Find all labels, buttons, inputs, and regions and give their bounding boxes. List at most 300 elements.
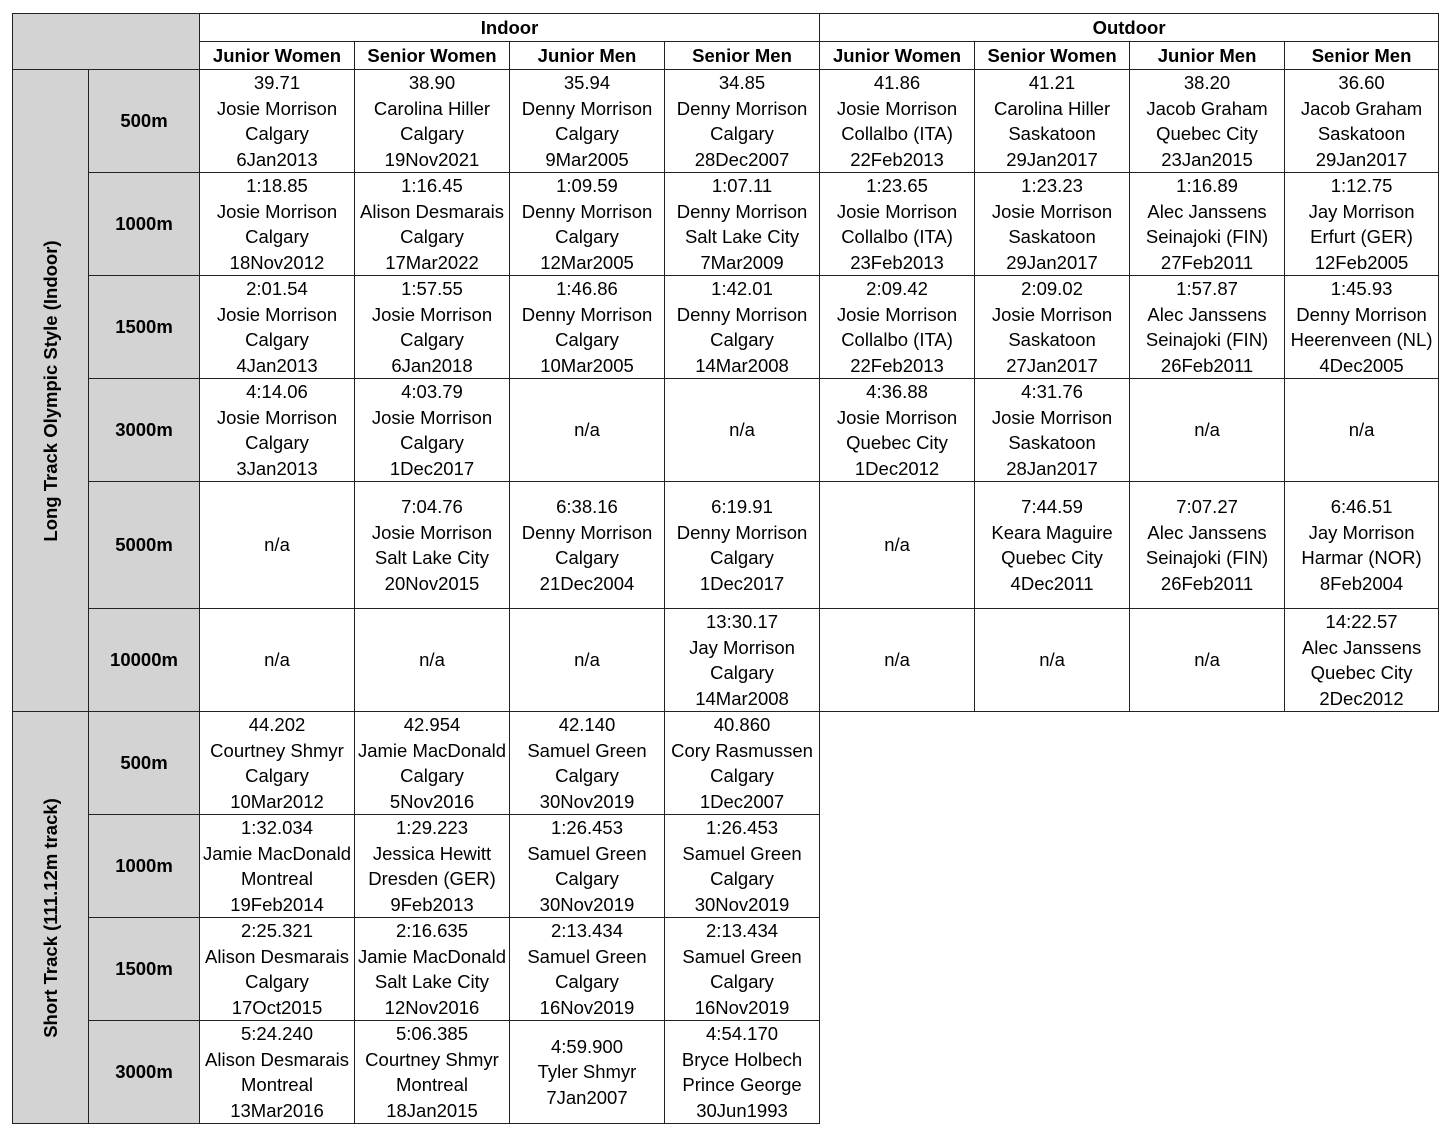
record-detail: Saskatoon (1317, 123, 1406, 144)
record-detail: Calgary (245, 329, 309, 350)
section-label-cell (13, 712, 89, 1124)
record-detail: Calgary (245, 971, 309, 992)
record-cell (200, 276, 355, 379)
record-detail: Samuel Green (527, 739, 647, 761)
record-row (13, 70, 1439, 173)
record-detail: Collalbo (ITA) (841, 226, 953, 247)
record-cell (1130, 379, 1285, 482)
record-detail: 7Mar2009 (700, 251, 784, 273)
record-detail: 1Dec2007 (699, 790, 785, 812)
record-time: 2:25.321 (240, 920, 313, 941)
record-cell (665, 276, 820, 379)
record-time: 36.60 (1338, 72, 1385, 93)
col-header: Junior Women (820, 42, 975, 70)
record-time: 4:31.76 (1021, 381, 1083, 402)
record-detail: Calgary (555, 123, 619, 144)
distance-label: 3000m (89, 379, 200, 482)
record-detail: Calgary (710, 123, 774, 144)
record-detail: Samuel Green (527, 945, 647, 967)
record-detail: Alec Janssens (1147, 303, 1267, 325)
record-cell (1285, 379, 1439, 482)
record-detail: Jacob Graham (1300, 97, 1423, 119)
distance-label: 1500m (89, 276, 200, 379)
record-detail: 18Nov2012 (229, 251, 325, 273)
record-cell (820, 482, 975, 609)
record-detail: 30Jun1993 (696, 1099, 788, 1121)
record-detail: 1Dec2017 (389, 457, 475, 479)
record-time: 6:38.16 (556, 496, 618, 517)
distance-label: 500m (89, 712, 200, 815)
record-cell (355, 815, 510, 918)
record-detail: Quebec City (1156, 123, 1258, 144)
record-time: 1:12.75 (1330, 175, 1393, 196)
record-detail: Salt Lake City (684, 226, 800, 247)
record-detail: 16Nov2019 (694, 996, 790, 1018)
record-detail: 20Nov2015 (384, 572, 480, 594)
record-cell (200, 482, 355, 609)
record-time: 1:42.01 (711, 278, 773, 299)
record-time: 1:18.85 (246, 175, 308, 196)
record-time: 2:13.434 (706, 920, 779, 941)
record-time: 44.202 (248, 714, 306, 735)
record-detail: Carolina Hiller (993, 97, 1111, 119)
record-time: 2:13.434 (550, 920, 623, 941)
record-cell (510, 482, 665, 609)
record-detail: 12Mar2005 (540, 251, 634, 273)
record-time: 41.21 (1028, 72, 1076, 93)
record-detail: Saskatoon (1008, 432, 1096, 453)
distance-label: 500m (89, 70, 200, 173)
record-detail: Samuel Green (682, 842, 802, 864)
record-time: 34.85 (718, 72, 766, 93)
record-detail: 28Jan2017 (1006, 457, 1098, 479)
record-detail: Cory Rasmussen (671, 739, 813, 761)
record-detail: 18Jan2015 (386, 1099, 478, 1121)
record-cell (1285, 173, 1439, 276)
record-detail: Calgary (710, 971, 774, 992)
record-detail: 2Dec2012 (1319, 687, 1404, 709)
record-cell (665, 609, 820, 712)
na-text: n/a (1194, 419, 1220, 441)
record-detail: Samuel Green (527, 842, 647, 864)
record-detail: 6Jan2018 (391, 354, 473, 376)
record-detail: Jay Morrison (689, 636, 795, 658)
record-time: 2:09.42 (866, 278, 928, 299)
record-detail: 4Dec2011 (1010, 572, 1094, 594)
record-detail: 23Jan2015 (1161, 148, 1253, 170)
record-detail: Calgary (710, 547, 774, 568)
record-cell (355, 173, 510, 276)
record-cell (665, 379, 820, 482)
distance-label: 1500m (89, 918, 200, 1021)
record-detail: Josie Morrison (216, 200, 338, 222)
record-time: 1:32.034 (240, 817, 313, 838)
record-time: 1:09.59 (556, 175, 618, 196)
record-detail: Josie Morrison (836, 303, 958, 325)
empty-region (820, 712, 1439, 1124)
record-time: 1:45.93 (1330, 278, 1393, 299)
record-detail: Collalbo (ITA) (841, 329, 953, 350)
distance-label: 10000m (89, 609, 200, 712)
record-time: 41.86 (873, 72, 921, 93)
record-cell (1285, 482, 1439, 609)
record-cell (355, 918, 510, 1021)
record-detail: Denny Morrison (1296, 303, 1427, 325)
record-detail: 19Feb2014 (230, 893, 324, 915)
record-detail: Josie Morrison (371, 521, 493, 543)
record-detail: Josie Morrison (371, 406, 493, 428)
record-detail: Quebec City (1001, 547, 1103, 568)
record-time: 4:59.900 (550, 1035, 623, 1057)
record-detail: Denny Morrison (676, 97, 808, 119)
na-text: n/a (419, 649, 445, 671)
record-detail: Seinajoki (FIN) (1145, 547, 1269, 568)
record-detail: Alison Desmarais (360, 200, 504, 222)
record-time: 4:03.79 (401, 381, 463, 402)
record-cell (510, 918, 665, 1021)
record-detail: 12Feb2005 (1314, 251, 1409, 273)
col-header: Senior Men (1285, 42, 1439, 70)
record-cell (1130, 609, 1285, 712)
record-detail: 6Jan2013 (236, 148, 318, 170)
record-cell (510, 70, 665, 173)
col-header: Junior Women (200, 42, 355, 70)
record-cell (1130, 482, 1285, 609)
record-detail: 14Mar2008 (695, 687, 789, 709)
record-cell (355, 70, 510, 173)
record-cell (975, 609, 1130, 712)
record-cell (510, 609, 665, 712)
record-detail: Josie Morrison (991, 303, 1113, 325)
record-detail: Montreal (396, 1074, 468, 1095)
distance-label: 1000m (89, 173, 200, 276)
record-detail: Calgary (555, 547, 619, 568)
record-detail: 29Jan2017 (1315, 148, 1408, 170)
record-detail: Josie Morrison (216, 97, 338, 119)
record-detail: 1Dec2012 (854, 457, 940, 479)
record-detail: Calgary (245, 432, 309, 453)
na-text: n/a (574, 649, 600, 671)
record-detail: Calgary (245, 123, 309, 144)
record-cell (975, 276, 1130, 379)
record-cell (1285, 609, 1439, 712)
record-detail: 3Jan2013 (236, 457, 318, 479)
record-time: 4:14.06 (246, 381, 308, 402)
record-detail: Denny Morrison (676, 200, 808, 222)
record-detail: Quebec City (1310, 662, 1413, 683)
record-detail: Jay Morrison (1308, 521, 1415, 543)
record-detail: 9Mar2005 (545, 148, 629, 170)
record-time: 4:54.170 (706, 1023, 779, 1044)
record-detail: 27Feb2011 (1160, 251, 1254, 273)
record-time: 38.20 (1183, 72, 1231, 93)
col-header: Junior Men (1130, 42, 1285, 70)
record-cell (200, 815, 355, 918)
record-detail: Erfurt (GER) (1310, 226, 1413, 247)
record-row (13, 379, 1439, 482)
record-time: 39.71 (253, 72, 301, 93)
record-detail: Josie Morrison (216, 303, 338, 325)
section-label: Long Track Olympic Style (Indoor) (39, 239, 61, 542)
record-detail: Josie Morrison (216, 406, 338, 428)
distance-label: 5000m (89, 482, 200, 609)
record-cell (355, 482, 510, 609)
record-detail: Calgary (710, 662, 774, 683)
record-detail: 5Nov2016 (389, 790, 475, 812)
record-detail: Josie Morrison (991, 200, 1113, 222)
record-detail: Dresden (GER) (368, 868, 496, 889)
record-cell (665, 815, 820, 918)
record-cell (1285, 276, 1439, 379)
record-row (13, 712, 1439, 815)
record-time: 1:26.453 (706, 817, 779, 838)
na-text: n/a (884, 649, 910, 671)
record-detail: 30Nov2019 (539, 790, 635, 812)
na-text: n/a (264, 534, 290, 556)
record-detail: Saskatoon (1008, 329, 1096, 350)
record-detail: 29Jan2017 (1006, 148, 1098, 170)
corner-cell (13, 14, 200, 70)
record-row (13, 482, 1439, 609)
record-cell (355, 276, 510, 379)
na-text: n/a (884, 534, 910, 556)
record-cell (665, 712, 820, 815)
record-detail: 8Feb2004 (1319, 572, 1404, 594)
record-detail: Calgary (400, 329, 464, 350)
record-detail: 4Dec2005 (1319, 354, 1404, 376)
record-detail: Denny Morrison (676, 521, 808, 543)
record-cell (510, 379, 665, 482)
record-detail: Tyler Shmyr (537, 1061, 637, 1083)
record-detail: 22Feb2013 (850, 354, 944, 376)
record-detail: Josie Morrison (836, 200, 958, 222)
record-time: 35.94 (563, 72, 611, 93)
na-text: n/a (264, 649, 290, 671)
record-detail: Saskatoon (1008, 123, 1096, 144)
distance-label: 1000m (89, 815, 200, 918)
record-detail: Josie Morrison (836, 406, 958, 428)
record-cell (975, 482, 1130, 609)
record-time: 42.140 (558, 714, 616, 735)
record-time: 7:07.27 (1176, 496, 1238, 517)
record-detail: Alec Janssens (1147, 521, 1267, 543)
record-time: 1:23.65 (866, 175, 928, 196)
record-cell (355, 1021, 510, 1124)
record-time: 1:26.453 (550, 817, 623, 838)
record-cell (355, 609, 510, 712)
record-cell (510, 815, 665, 918)
record-detail: Denny Morrison (521, 303, 653, 325)
na-text: n/a (1194, 649, 1220, 671)
record-time: 38.90 (408, 72, 456, 93)
na-text: n/a (1039, 649, 1065, 671)
record-time: 1:07.11 (711, 175, 773, 196)
col-header: Senior Women (355, 42, 510, 70)
record-detail: 19Nov2021 (384, 148, 480, 170)
record-detail: Calgary (400, 432, 464, 453)
records-table (12, 13, 1439, 1124)
record-detail: Denny Morrison (676, 303, 808, 325)
record-cell (355, 712, 510, 815)
record-detail: 28Dec2007 (694, 148, 790, 170)
col-header: Senior Men (665, 42, 820, 70)
records-body (13, 70, 1439, 1124)
record-detail: Calgary (400, 123, 464, 144)
col-header: Senior Women (975, 42, 1130, 70)
record-cell (665, 173, 820, 276)
record-detail: Calgary (710, 765, 774, 786)
record-detail: Jamie MacDonald (202, 842, 352, 864)
record-time: 5:24.240 (240, 1023, 313, 1044)
record-cell (975, 70, 1130, 173)
record-time: 13:30.17 (706, 611, 779, 632)
outdoor-header: Outdoor (820, 14, 1439, 42)
record-detail: 17Mar2022 (385, 251, 479, 273)
record-time: 2:09.02 (1021, 278, 1083, 299)
record-cell (975, 173, 1130, 276)
record-detail: 29Jan2017 (1006, 251, 1098, 273)
record-cell (1285, 70, 1439, 173)
record-time: 7:44.59 (1021, 496, 1083, 517)
record-cell (665, 918, 820, 1021)
record-detail: Samuel Green (682, 945, 802, 967)
record-detail: Alison Desmarais (205, 945, 349, 967)
record-detail: Carolina Hiller (373, 97, 491, 119)
record-detail: 4Jan2013 (236, 354, 318, 376)
record-detail: 22Feb2013 (850, 148, 944, 170)
record-time: 4:36.88 (866, 381, 928, 402)
record-time: 2:16.635 (395, 920, 468, 941)
record-time: 1:57.87 (1176, 278, 1238, 299)
record-detail: Josie Morrison (371, 303, 493, 325)
record-detail: 7Jan2007 (546, 1086, 628, 1108)
record-detail: Courtney Shmyr (365, 1048, 499, 1070)
record-detail: Denny Morrison (521, 200, 653, 222)
record-cell (1130, 276, 1285, 379)
record-cell (200, 70, 355, 173)
record-detail: Montreal (241, 1074, 313, 1095)
record-time: 6:19.91 (711, 496, 773, 517)
na-text: n/a (574, 419, 600, 441)
record-detail: Courtney Shmyr (210, 739, 344, 761)
record-cell (510, 276, 665, 379)
na-text: n/a (1348, 419, 1375, 441)
record-detail: 30Nov2019 (539, 893, 635, 915)
record-detail: Calgary (710, 868, 774, 889)
record-detail: 9Feb2013 (390, 893, 474, 915)
record-cell (820, 609, 975, 712)
record-detail: Collalbo (ITA) (841, 123, 953, 144)
record-detail: 30Nov2019 (694, 893, 790, 915)
record-detail: Josie Morrison (836, 97, 958, 119)
record-cell (820, 276, 975, 379)
record-row (13, 609, 1439, 712)
record-detail: Denny Morrison (521, 521, 653, 543)
record-detail: Keara Maguire (991, 521, 1113, 543)
record-row (13, 173, 1439, 276)
record-time: 5:06.385 (395, 1023, 468, 1044)
record-cell (975, 379, 1130, 482)
record-time: 1:16.45 (401, 175, 463, 196)
section-label: Short Track (111.12m track) (39, 797, 61, 1038)
record-detail: Prince George (682, 1074, 802, 1095)
record-time: 6:46.51 (1330, 496, 1393, 517)
record-detail: 26Feb2011 (1160, 572, 1254, 594)
record-detail: Seinajoki (FIN) (1145, 226, 1269, 247)
record-detail: Saskatoon (1008, 226, 1096, 247)
record-detail: Calgary (555, 971, 619, 992)
record-time: 1:29.223 (395, 817, 468, 838)
record-detail: 10Mar2005 (540, 354, 634, 376)
record-detail: Calgary (400, 765, 464, 786)
record-cell (665, 482, 820, 609)
record-cell (355, 379, 510, 482)
record-detail: Calgary (245, 765, 309, 786)
record-detail: 23Feb2013 (850, 251, 944, 273)
record-detail: Jessica Hewitt (372, 842, 492, 864)
record-time: 7:04.76 (401, 496, 463, 517)
record-detail: 1Dec2017 (699, 572, 785, 594)
record-detail: Jay Morrison (1308, 200, 1415, 222)
record-detail: 26Feb2011 (1160, 354, 1254, 376)
record-cell (510, 1021, 665, 1124)
record-time: 2:01.54 (246, 278, 308, 299)
record-time: 14:22.57 (1325, 611, 1398, 632)
record-cell (820, 173, 975, 276)
record-detail: Alec Janssens (1301, 636, 1422, 658)
record-cell (510, 712, 665, 815)
record-cell (820, 70, 975, 173)
indoor-header: Indoor (200, 14, 820, 42)
record-detail: Quebec City (846, 432, 948, 453)
distance-label: 3000m (89, 1021, 200, 1124)
record-detail: Denny Morrison (521, 97, 653, 119)
record-cell (665, 70, 820, 173)
record-detail: 14Mar2008 (695, 354, 789, 376)
na-text: n/a (729, 419, 755, 441)
record-time: 1:57.55 (401, 278, 463, 299)
record-cell (200, 712, 355, 815)
col-header: Junior Men (510, 42, 665, 70)
record-detail: Calgary (245, 226, 309, 247)
record-detail: Montreal (241, 868, 313, 889)
record-time: 1:46.86 (556, 278, 618, 299)
record-detail: Jamie MacDonald (357, 945, 507, 967)
section-label-cell (13, 70, 89, 712)
record-cell (200, 918, 355, 1021)
record-detail: 27Jan2017 (1006, 354, 1098, 376)
record-detail: 21Dec2004 (539, 572, 635, 594)
record-detail: Harmar (NOR) (1301, 547, 1422, 568)
record-detail: 10Mar2012 (230, 790, 324, 812)
record-detail: Calgary (555, 226, 619, 247)
record-cell (1130, 70, 1285, 173)
record-cell (665, 1021, 820, 1124)
record-detail: Calgary (555, 329, 619, 350)
record-detail: Salt Lake City (374, 971, 490, 992)
record-detail: Bryce Holbech (681, 1048, 803, 1070)
record-detail: Calgary (400, 226, 464, 247)
record-cell (200, 173, 355, 276)
record-detail: Salt Lake City (374, 547, 490, 568)
record-detail: Alison Desmarais (205, 1048, 349, 1070)
record-detail: Calgary (555, 868, 619, 889)
record-cell (820, 379, 975, 482)
record-detail: Josie Morrison (991, 406, 1113, 428)
record-time: 1:16.89 (1176, 175, 1238, 196)
record-detail: Calgary (555, 765, 619, 786)
record-row (13, 276, 1439, 379)
